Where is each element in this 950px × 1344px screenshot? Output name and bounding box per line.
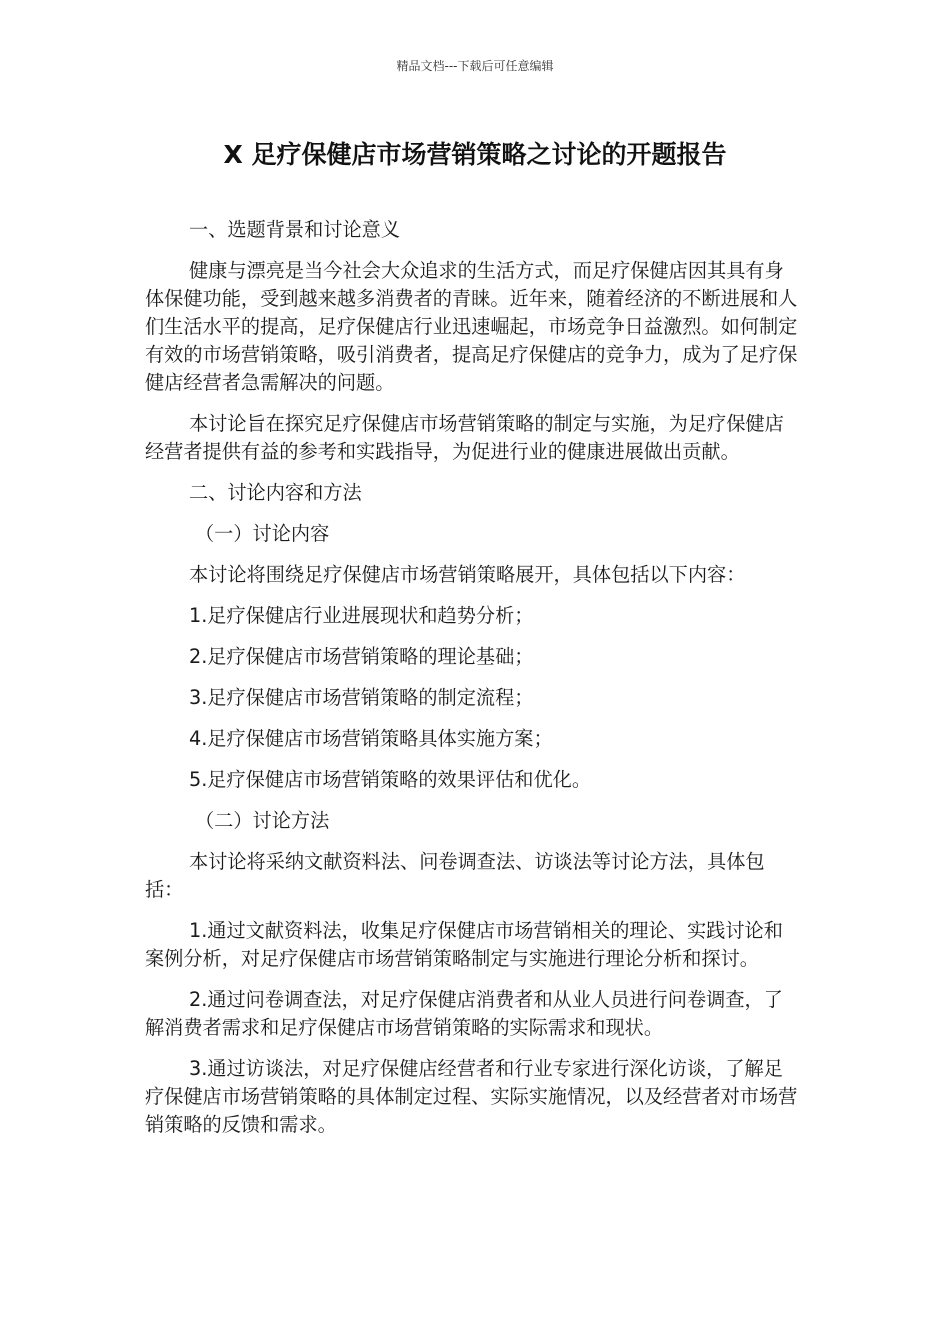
header-note: 精品文档---下载后可任意编辑: [396, 59, 554, 73]
list-item: 2.足疗保健店市场营销策略的理论基础；: [189, 645, 534, 668]
paragraph: 本讨论将采纳文献资料法、问卷调查法、访谈法等讨论方法，具体包括：: [145, 850, 765, 901]
paragraph: 健康与漂亮是当今社会大众追求的生活方式，而足疗保健店因其具有身体保健功能，受到越来越多消费者的青睐。近年来，随着经济的不断进展和人们生活水平的提高，足疗保健店行业迅速崛起，市场竞争日益激烈。如何制定有效的市场营销策略，吸引消费者，提高足疗保健店的竞争力，成为了足疗保健店经营者急需解决的问题。: [145, 259, 798, 394]
list-item: 4.足疗保健店市场营销策略具体实施方案；: [189, 727, 553, 750]
list-item: 3.通过访谈法，对足疗保健店经营者和行业专家进行深化访谈，了解足疗保健店市场营销策略的具体制定过程、实际实施情况，以及经营者对市场营销策略的反馈和需求。: [145, 1057, 798, 1136]
subsection-heading: （二）讨论方法: [195, 809, 330, 832]
document-body: [145, 216, 800, 1152]
paragraph: 本讨论将围绕足疗保健店市场营销策略展开，具体包括以下内容：: [189, 563, 746, 586]
list-item: 2.通过问卷调查法，对足疗保健店消费者和从业人员进行问卷调查，了解消费者需求和足疗保健店市场营销策略的实际需求和现状。: [145, 988, 783, 1039]
subsection-heading: （一）讨论内容: [195, 522, 330, 545]
section-heading: 二、讨论内容和方法: [189, 481, 362, 504]
list-item: 5.足疗保健店市场营销策略的效果评估和优化。: [189, 768, 592, 791]
document-title: X 足疗保健店市场营销策略之讨论的开题报告: [223, 140, 727, 169]
paragraph: 本讨论旨在探究足疗保健店市场营销策略的制定与实施，为足疗保健店经营者提供有益的参考和实践指导，为促进行业的健康进展做出贡献。: [145, 412, 784, 463]
section-heading: 一、选题背景和讨论意义: [189, 218, 401, 241]
list-item: 1.足疗保健店行业进展现状和趋势分析；: [189, 604, 534, 627]
list-item: 1.通过文献资料法，收集足疗保健店市场营销相关的理论、实践讨论和案例分析，对足疗保健店市场营销策略制定与实施进行理论分析和探讨。: [145, 919, 783, 970]
list-item: 3.足疗保健店市场营销策略的制定流程；: [189, 686, 534, 709]
